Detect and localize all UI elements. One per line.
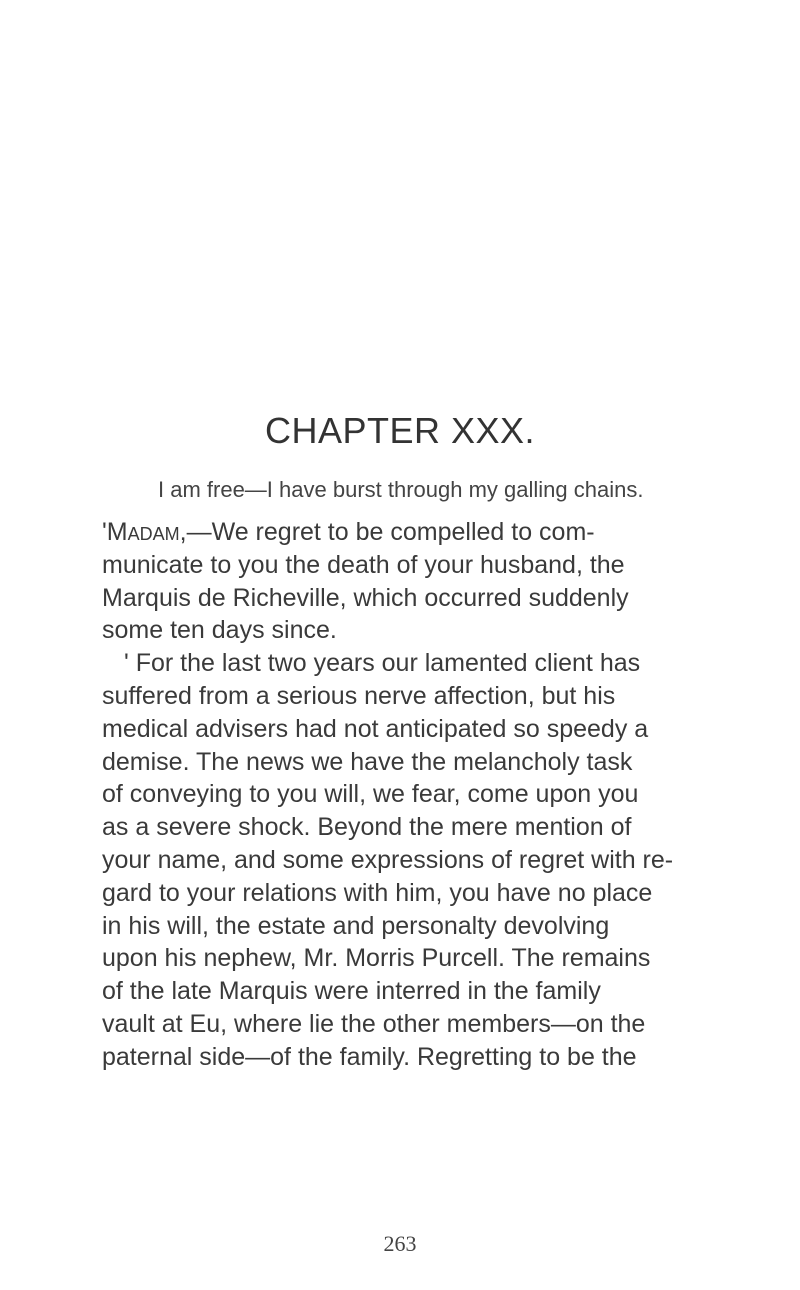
text-line: your name, and some expressions of regret with re-	[102, 845, 674, 874]
text-line: of conveying to you will, we fear, come upon you	[102, 780, 639, 809]
text-line: vault at Eu, where lie the other members—on the	[102, 1009, 646, 1038]
text-line: in his will, the estate and personalty devolving	[102, 911, 610, 940]
text-line: paternal side—of the family. Regretting to be the	[102, 1042, 637, 1071]
page-number: 263	[383, 1231, 417, 1256]
text-line: demise. The news we have the melancholy task	[102, 747, 633, 776]
letter-body	[102, 516, 792, 1074]
salutation: Madam,	[106, 518, 187, 546]
text-line: suffered from a serious nerve affection, but his	[102, 681, 616, 710]
text-line: municate to you the death of your husband, the	[102, 550, 625, 579]
text-line: medical advisers had not anticipated so speedy a	[102, 714, 649, 743]
text-line	[102, 516, 792, 549]
text-line: Marquis de Richeville, which occurred suddenly	[102, 583, 629, 612]
text-line: upon his nephew, Mr. Morris Purcell. The remains	[102, 944, 651, 973]
chapter-title: CHAPTER XXX.	[264, 410, 536, 451]
text-line-content: —We regret to be compelled to com-	[186, 518, 595, 546]
text-line: as a severe shock. Beyond the mere mention of	[102, 813, 632, 842]
opening-quote: '	[102, 518, 107, 546]
chapter-epigraph: I am free—I have burst through my galling chains.	[158, 477, 644, 502]
text-line: ' For the last two years our lamented client has	[124, 649, 641, 678]
text-line: some ten days since.	[102, 616, 337, 645]
text-line: gard to your relations with him, you have no place	[102, 878, 653, 907]
text-line: of the late Marquis were interred in the family	[102, 977, 601, 1006]
